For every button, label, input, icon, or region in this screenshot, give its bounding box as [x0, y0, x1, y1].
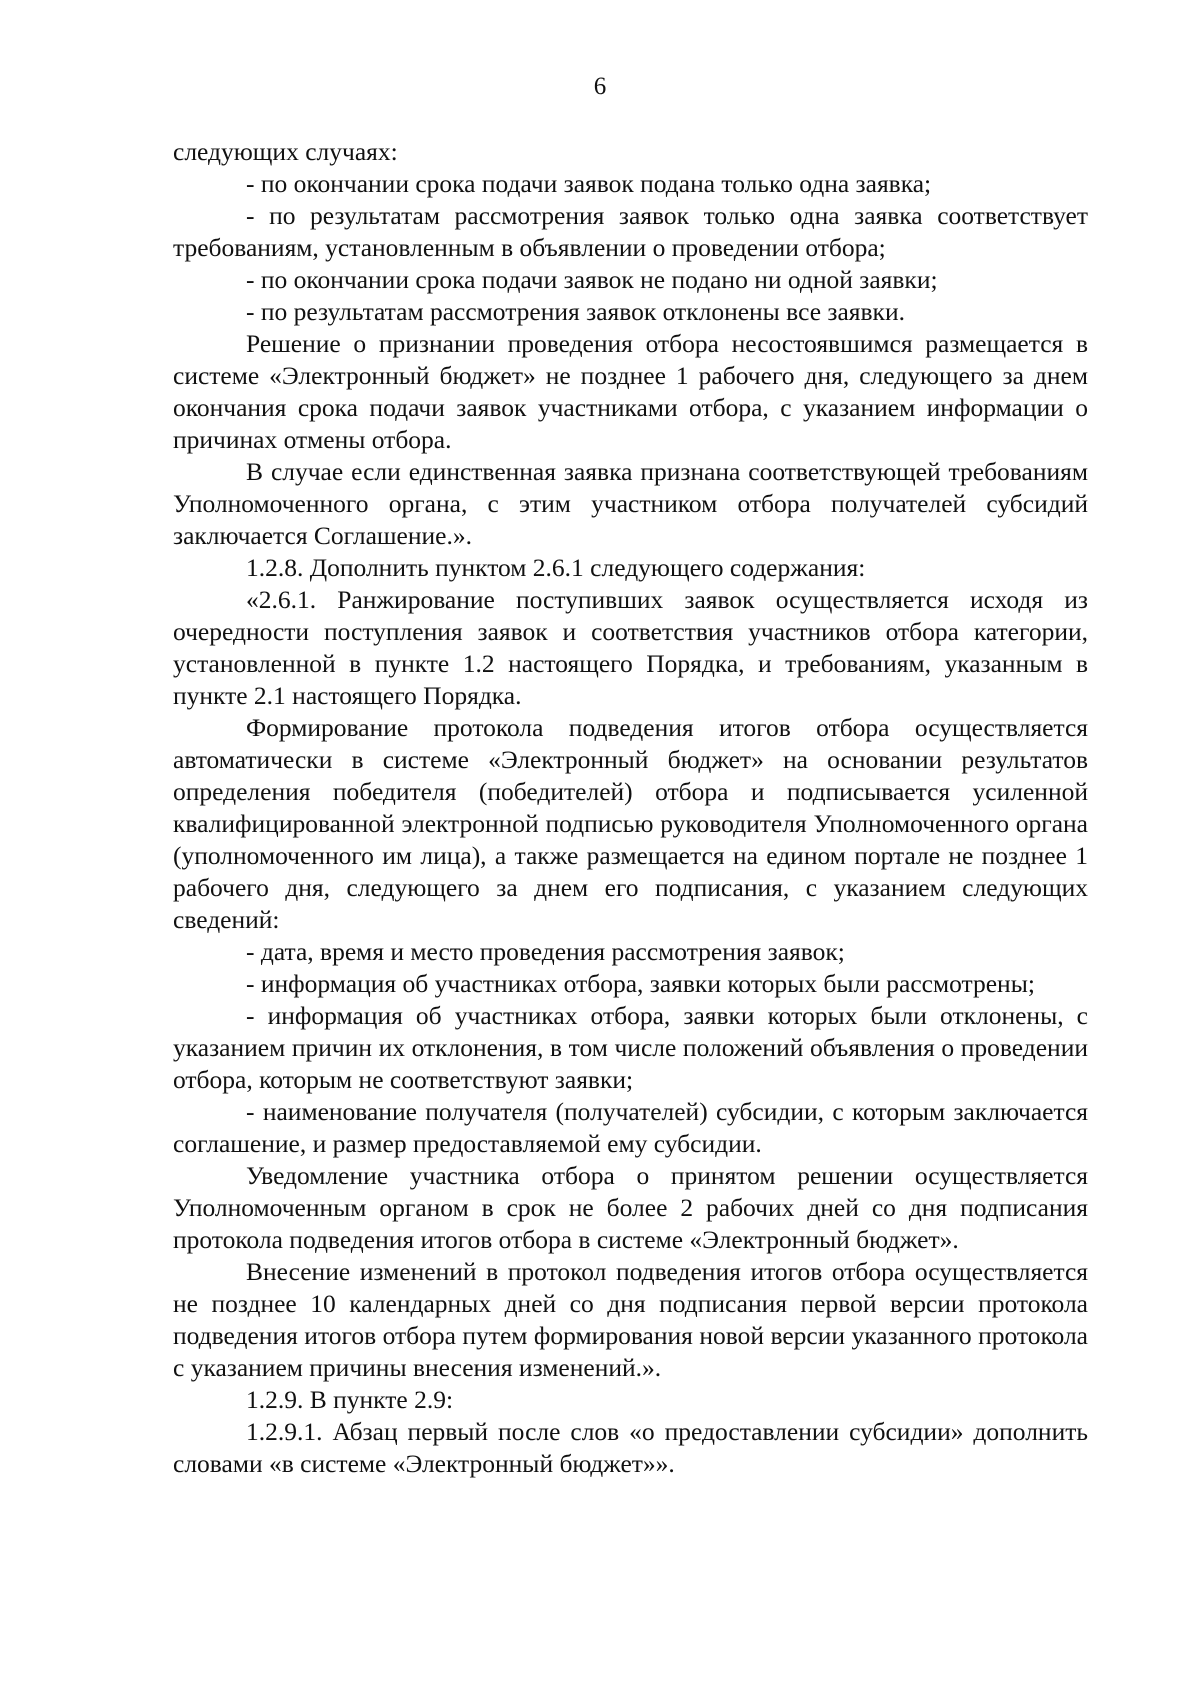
list-item-rejected-participants: - информация об участниках отбора, заявки которых были отклонены, с указанием причин их отклонения, в том числе положений объявления о проведении отбора, которым не соответствуют заявки;	[173, 1001, 1088, 1094]
clause-1-2-9: 1.2.9. В пункте 2.9:	[246, 1385, 454, 1414]
paragraph-continuation: следующих случаях:	[173, 137, 398, 166]
list-item-no-applications: - по окончании срока подачи заявок не подано ни одной заявки;	[246, 265, 938, 294]
list-item-recipient-name: - наименование получателя (получателей) субсидии, с которым заключается соглашение, и размер предоставляемой ему субсидии.	[173, 1097, 1088, 1158]
paragraph-single-compliant-agreement: В случае если единственная заявка признана соответствующей требованиям Уполномоченного органа, с этим участником отбора получателей субсидий заключается Соглашение.».	[173, 457, 1088, 550]
list-item-single-application: - по окончании срока подачи заявок подана только одна заявка;	[246, 169, 932, 198]
paragraph-protocol-formation: Формирование протокола подведения итогов отбора осуществляется автоматически в системе «Электронный бюджет» на основании результатов определения победителя (победителей) отбора и подписывается усиленной квалифицированной электронной подписью руководителя Уполномоченного органа (уполномоченного им лица), а также размещается на едином портале не позднее 1 рабочего дня, следующего за днем его подписания, с указанием следующих сведений:	[173, 713, 1088, 934]
list-item-reviewed-participants: - информация об участниках отбора, заявки которых были рассмотрены;	[246, 969, 1035, 998]
clause-2-6-1-ranking: «2.6.1. Ранжирование поступивших заявок осуществляется исходя из очередности поступления заявок и соответствия участников отбора категории, установленной в пункте 1.2 настоящего Порядка, и требованиям, указанным в пункте 2.1 настоящего Порядка.	[173, 585, 1088, 710]
list-item-date-time-place: - дата, время и место проведения рассмотрения заявок;	[246, 937, 845, 966]
clause-1-2-8: 1.2.8. Дополнить пунктом 2.6.1 следующего содержания:	[246, 553, 866, 582]
clause-1-2-9-1: 1.2.9.1. Абзац первый после слов «о предоставлении субсидии» дополнить словами «в системе «Электронный бюджет»».	[173, 1417, 1088, 1478]
paragraph-failed-selection-decision: Решение о признании проведения отбора несостоявшимся размещается в системе «Электронный бюджет» не позднее 1 рабочего дня, следующего за днем окончания срока подачи заявок участниками отбора, с указанием информации о причинах отмены отбора.	[173, 329, 1088, 454]
list-item-single-compliant-application: - по результатам рассмотрения заявок только одна заявка соответствует требованиям, установленным в объявлении о проведении отбора;	[173, 201, 1088, 262]
list-item-all-rejected: - по результатам рассмотрения заявок отклонены все заявки.	[246, 297, 905, 326]
paragraph-protocol-amendments: Внесение изменений в протокол подведения итогов отбора осуществляется не позднее 10 календарных дней со дня подписания первой версии протокола подведения итогов отбора путем формирования новой версии указанного протокола с указанием причины внесения изменений.».	[173, 1257, 1088, 1382]
page-number: 6	[593, 73, 607, 100]
document-body	[173, 136, 1088, 1480]
paragraph-participant-notification: Уведомление участника отбора о принятом решении осуществляется Уполномоченным органом в срок не более 2 рабочих дней со дня подписания протокола подведения итогов отбора в системе «Электронный бюджет».	[173, 1161, 1088, 1254]
